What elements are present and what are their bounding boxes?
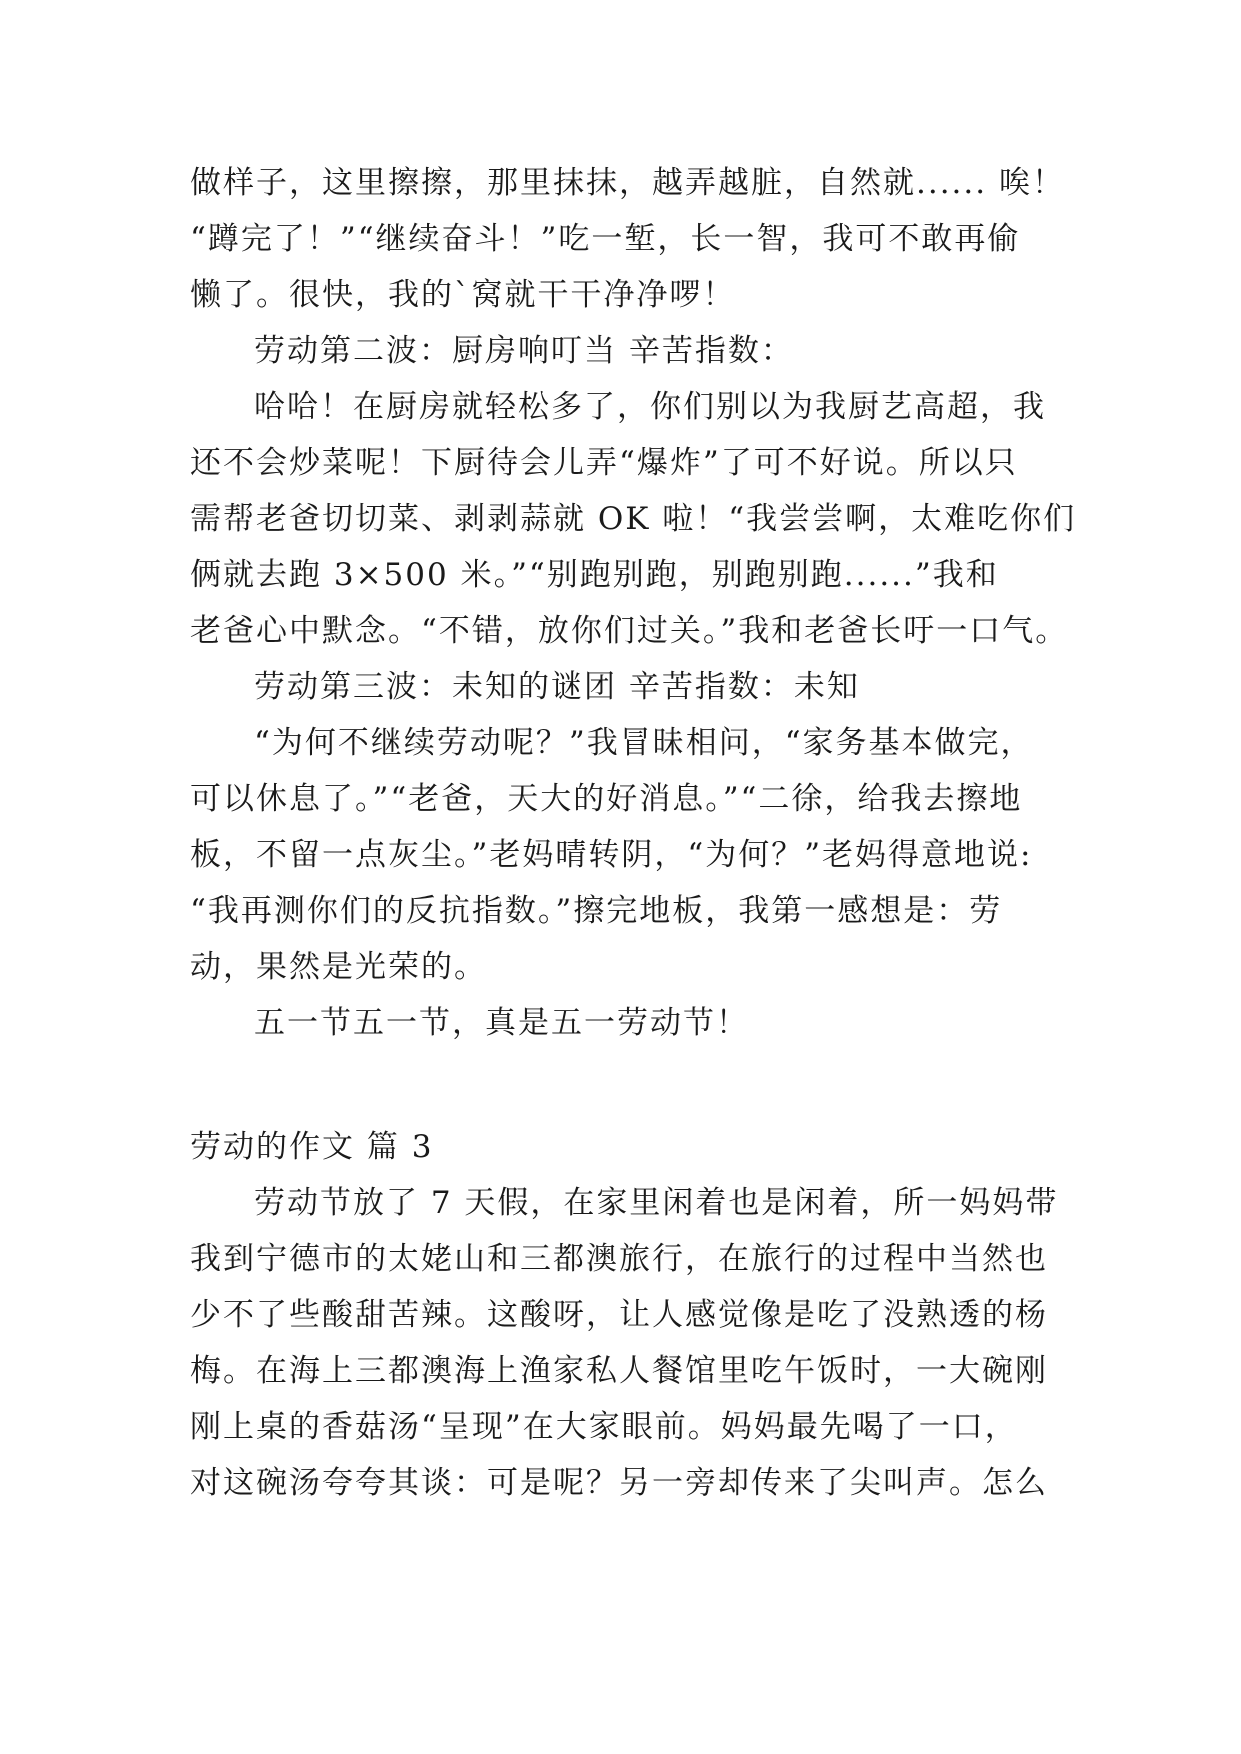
paragraph-line: 懒了。很快，我的`窝就干干净净啰！ bbox=[190, 277, 736, 313]
paragraph-line: 刚上桌的香菇汤“呈现”在大家眼前。妈妈最先喝了一口， bbox=[190, 1409, 1018, 1445]
closing-line: 五一节五一节，真是五一劳动节！ bbox=[254, 1005, 749, 1041]
paragraph-line: 哈哈！在厨房就轻松多了，你们别以为我厨艺高超，我 bbox=[254, 389, 1046, 425]
paragraph-line: 老爸心中默念。“不错，放你们过关。”我和老爸长吁一口气。 bbox=[190, 613, 1069, 649]
paragraph-line: 对这碗汤夸夸其谈：可是呢？另一旁却传来了尖叫声。怎么 bbox=[190, 1465, 1048, 1501]
paragraph-line: 还不会炒菜呢！下厨待会儿弄“爆炸”了可不好说。所以只 bbox=[190, 445, 1018, 481]
document-body bbox=[190, 155, 1077, 1511]
paragraph-line: “蹲完了！”“继续奋斗！”吃一堑，长一智，我可不敢再偷 bbox=[190, 221, 1021, 257]
paragraph-line: 可以休息了。”“老爸，天大的好消息。”“二徐，给我去擦地 bbox=[190, 781, 1023, 817]
paragraph-line: 少不了些酸甜苦辣。这酸呀，让人感觉像是吃了没熟透的杨 bbox=[190, 1297, 1048, 1333]
essay-heading: 劳动的作文 篇 3 bbox=[190, 1129, 434, 1165]
section-spacer bbox=[190, 1051, 1056, 1119]
paragraph-line: 板，不留一点灰尘。”老妈晴转阴，“为何？”老妈得意地说: bbox=[190, 837, 1033, 873]
section-subtitle: 劳动第二波：厨房响叮当 辛苦指数： bbox=[254, 333, 794, 369]
paragraph-line: 需帮老爸切切菜、剥剥蒜就 OK 啦！“我尝尝啊，太难吃你们 bbox=[190, 501, 1077, 537]
paragraph-line: 我到宁德市的太姥山和三都澳旅行，在旅行的过程中当然也 bbox=[190, 1241, 1048, 1277]
paragraph-line: 梅。在海上三都澳海上渔家私人餐馆里吃午饭时，一大碗刚 bbox=[190, 1353, 1048, 1389]
paragraph-line: 做样子，这里擦擦，那里抹抹，越弄越脏，自然就...... 唉！ bbox=[190, 165, 1065, 201]
paragraph-line: “我再测你们的反抗指数。”擦完地板，我第一感想是：劳 bbox=[190, 893, 1003, 929]
paragraph-line: 俩就去跑 3×500 米。”“别跑别跑，别跑别跑......”我和 bbox=[190, 557, 999, 593]
paragraph-line: “为何不继续劳动呢？”我冒昧相问，“家务基本做完， bbox=[254, 725, 1034, 761]
paragraph-line: 劳动节放了 7 天假，在家里闲着也是闲着，所一妈妈带 bbox=[254, 1185, 1059, 1221]
paragraph-line: 动，果然是光荣的。 bbox=[190, 949, 487, 985]
section-subtitle: 劳动第三波：未知的谜团 辛苦指数：未知 bbox=[254, 669, 860, 705]
